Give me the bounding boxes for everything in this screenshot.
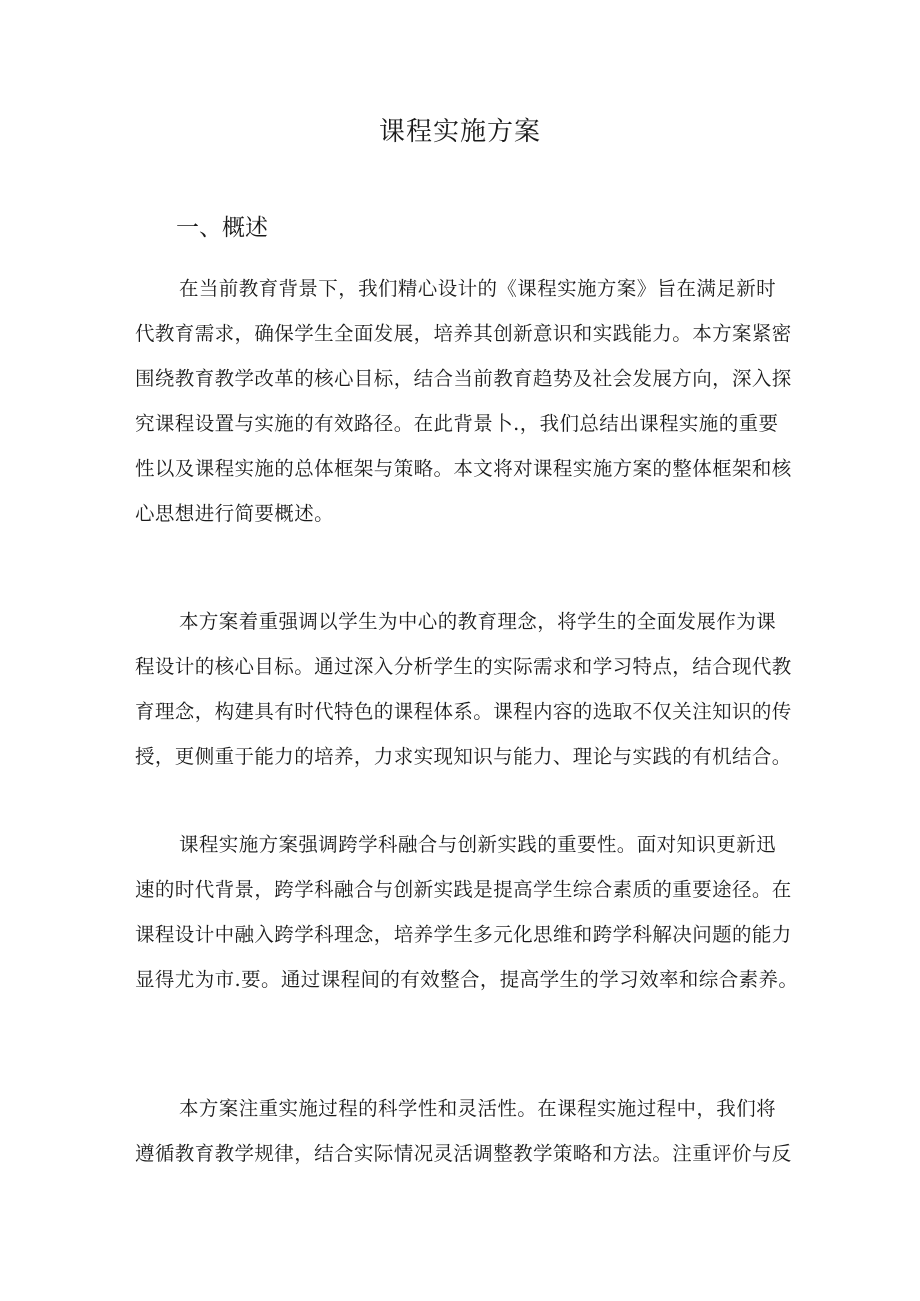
paragraph-line: 究课程设置与实施的有效路径。在此背景卜.，我们总结出课程实施的重要: [135, 412, 779, 435]
paragraph-line: 本方案着重强调以学生为中心的教育理念，将学生的全面发展作为课: [179, 610, 777, 633]
section-heading-overview: 一、概述: [176, 215, 268, 241]
paragraph-line: 育理念，构建具有时代特色的课程体系。课程内容的选取不仅关注知识的传: [135, 700, 792, 723]
paragraph-line: 围绕教育教学改革的核心目标，结合当前教育趋势及社会发展方向，深入探: [135, 367, 792, 390]
paragraph-line: 授，更侧重于能力的培养，力求实现知识与能力、理论与实践的有机结合。: [135, 745, 792, 768]
paragraph-3: [135, 822, 799, 1002]
paragraph-line: 显得尤为市.要。通过课程间的有效整合，提高学生的学习效率和综合素养。: [135, 968, 799, 991]
paragraph-line: 性以及课程实施的总体框架与策略。本文将对课程实施方案的整体框架和核: [135, 457, 792, 480]
paragraph-line: 心思想进行简要概述。: [135, 502, 335, 525]
paragraph-line: 课程设计中融入跨学科理念，培养学生多元化思维和跨学科解决问题的能力: [135, 923, 792, 946]
paragraph-line: 在当前教育背景下，我们精心设计的《课程实施方案》旨在满足新时: [179, 277, 777, 300]
paragraph-line: 速的时代背景，跨学科融合与创新实践是提高学生综合素质的重要途径。在: [135, 878, 792, 901]
paragraph-2: [135, 599, 792, 779]
document-title: 课程实施方案: [378, 117, 541, 147]
paragraph-1: [135, 266, 792, 536]
paragraph-line: 本方案注重实施过程的科学性和灵活性。在课程实施过程中，我们将: [179, 1097, 777, 1120]
paragraph-4: [135, 1086, 792, 1176]
paragraph-line: 遵循教育教学规律，结合实际情况灵活调整教学策略和方法。注重评价与反: [135, 1142, 792, 1165]
paragraph-line: 课程实施方案强调跨学科融合与创新实践的重要性。面对知识更新迅: [179, 833, 777, 856]
paragraph-line: 代教育需求，确保学生全面发展，培养其创新意识和实践能力。本方案紧密: [135, 322, 792, 345]
paragraph-line: 程设计的核心目标。通过深入分析学生的实际需求和学习特点，结合现代教: [135, 655, 792, 678]
